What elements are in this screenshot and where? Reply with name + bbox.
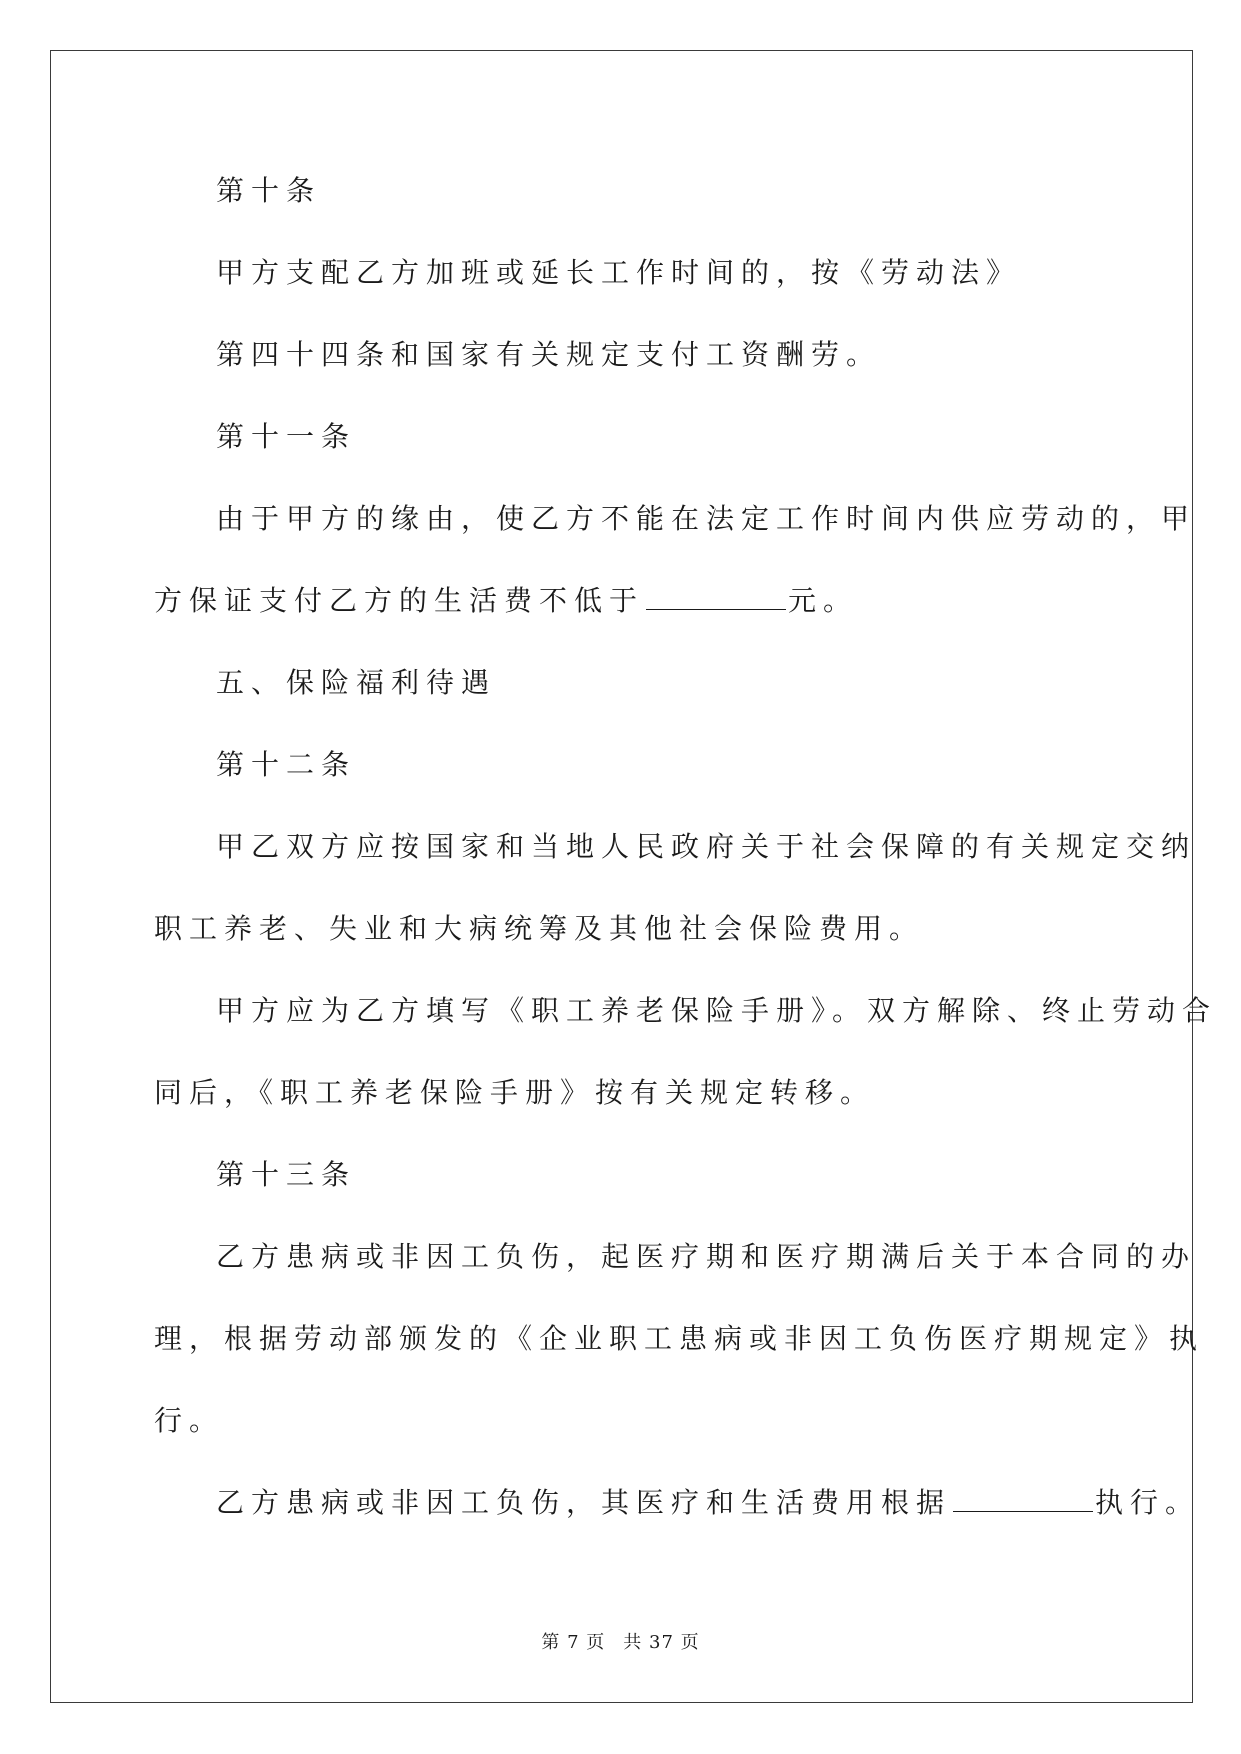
article-13-line-3: 行。 xyxy=(154,1404,225,1437)
article-13-line-4 xyxy=(154,1462,1201,1544)
total-page-count: 共 37 页 xyxy=(623,1632,700,1653)
document-body xyxy=(154,150,1218,1544)
article-12-line-1: 甲乙双方应按国家和当地人民政府关于社会保障的有关规定交纳 xyxy=(216,830,1197,863)
article-13-line-2: 理，根据劳动部颁发的《企业职工患病或非因工负伤医疗期规定》执 xyxy=(154,1322,1205,1355)
article-10-heading: 第十条 xyxy=(216,174,322,207)
blank-line xyxy=(646,583,786,610)
section-5-heading: 五、保险福利待遇 xyxy=(216,666,497,699)
article-11-heading: 第十一条 xyxy=(216,420,357,453)
article-13-line-4-after: 执行。 xyxy=(1095,1486,1201,1519)
article-12-line-2: 职工养老、失业和大病统筹及其他社会保险费用。 xyxy=(154,912,925,945)
current-page-number: 第 7 页 xyxy=(541,1632,606,1653)
article-11-line-2 xyxy=(154,560,1094,642)
article-13-line-1: 乙方患病或非因工负伤，起医疗期和医疗期满后关于本合同的办 xyxy=(216,1240,1197,1273)
article-11-line-2-before: 方保证支付乙方的生活费不低于 xyxy=(154,584,645,617)
article-13-heading: 第十三条 xyxy=(216,1158,357,1191)
article-12-line-4: 同后，《职工养老保险手册》按有关规定转移。 xyxy=(154,1076,876,1109)
article-10-line-2: 第四十四条和国家有关规定支付工资酬劳。 xyxy=(216,338,882,371)
article-11-line-2-after: 元。 xyxy=(788,584,859,617)
article-13-line-4-before: 乙方患病或非因工负伤，其医疗和生活费用根据 xyxy=(216,1486,952,1519)
article-11-line-1: 由于甲方的缘由，使乙方不能在法定工作时间内供应劳动的，甲 xyxy=(216,502,1197,535)
article-12-line-3: 甲方应为乙方填写《职工养老保险手册》。双方解除、终止劳动合 xyxy=(216,994,1218,1027)
article-12-heading: 第十二条 xyxy=(216,748,357,781)
article-10-line-1: 甲方支配乙方加班或延长工作时间的，按《劳动法》 xyxy=(216,256,1022,289)
page-footer xyxy=(0,1628,1241,1654)
blank-line xyxy=(953,1485,1093,1512)
